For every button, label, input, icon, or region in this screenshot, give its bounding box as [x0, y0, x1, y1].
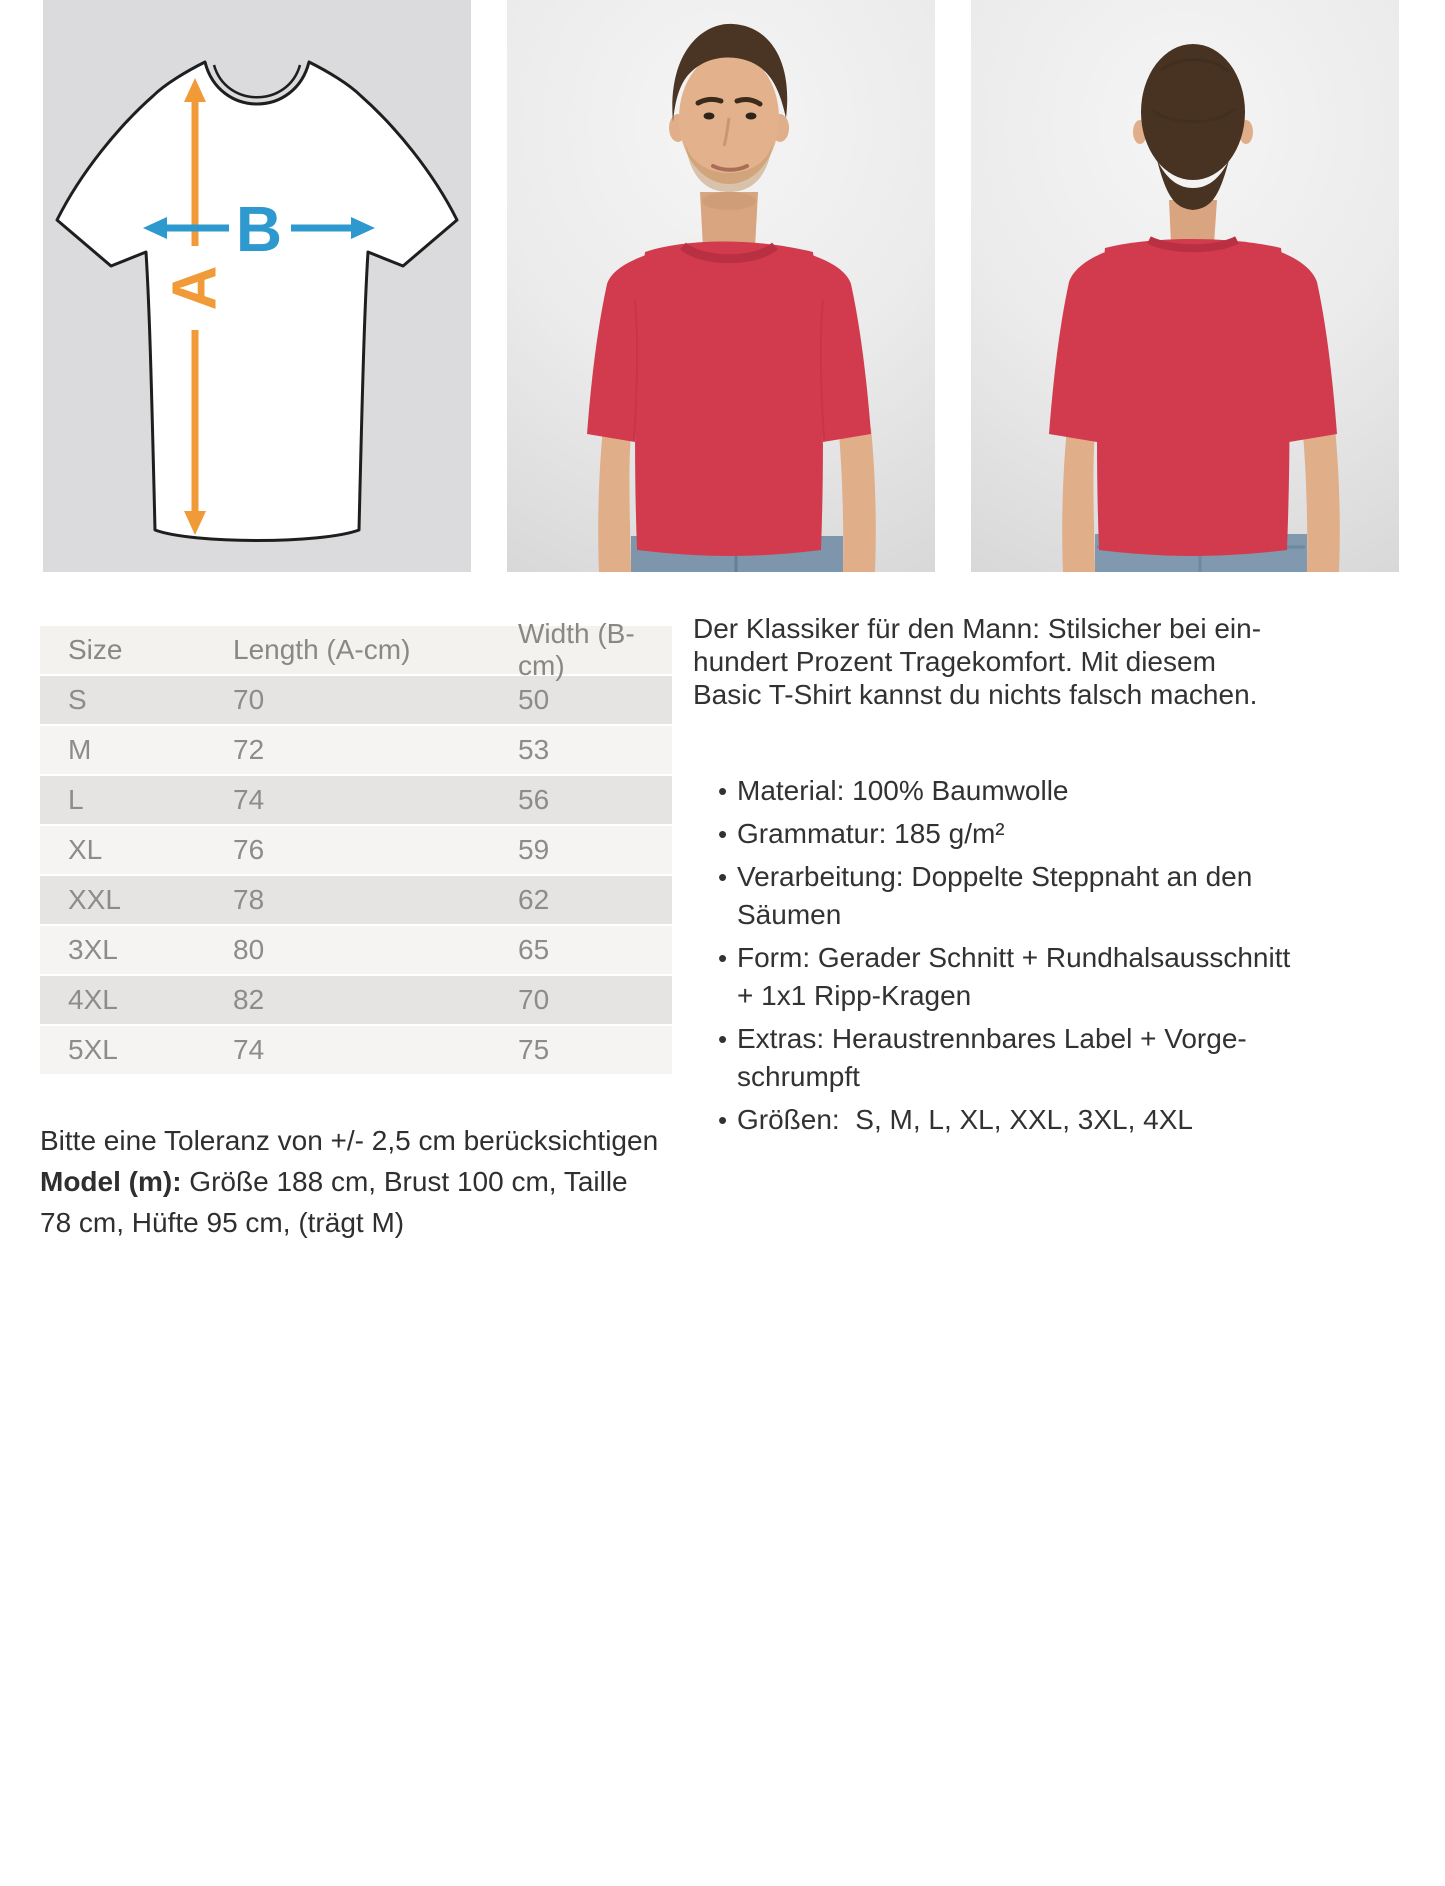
- model-back-illustration: [971, 0, 1399, 572]
- col-header-size: Size: [68, 634, 123, 665]
- list-item: [718, 1101, 1373, 1139]
- width-cell: 62: [518, 884, 550, 915]
- feature-material: Material: 100% Baumwolle: [737, 775, 1069, 806]
- table-row: [40, 726, 672, 774]
- table-row: [40, 676, 672, 724]
- bullet-icon: •: [718, 776, 728, 806]
- feature-form: Form: Gerader Schnitt + Rundhalsausschnitt + 1x1 Ripp-Kragen: [737, 942, 1291, 1011]
- length-cell: 76: [233, 834, 265, 865]
- size-cell: 4XL: [68, 984, 118, 1015]
- label-a: A: [160, 265, 230, 311]
- size-cell: XL: [68, 834, 103, 865]
- table-row: [40, 926, 672, 974]
- table-row: [40, 1026, 672, 1074]
- feature-grammatur: Grammatur: 185 g/m²: [737, 818, 1005, 849]
- length-cell: 74: [233, 1034, 265, 1065]
- description-paragraph: [693, 612, 1373, 711]
- model-spec-text: Größe 188 cm, Brust 100 cm, Taille: [181, 1166, 628, 1197]
- tolerance-note: [40, 1120, 660, 1243]
- width-cell: 59: [518, 834, 550, 865]
- length-cell: 70: [233, 684, 265, 715]
- bullet-icon: •: [718, 943, 728, 973]
- feature-sizes: Größen: S, M, L, XL, XXL, 3XL, 4XL: [737, 1104, 1193, 1135]
- width-cell: 56: [518, 784, 550, 815]
- model-spec-line: [40, 1161, 660, 1202]
- length-cell: 78: [233, 884, 265, 915]
- table-row: [40, 976, 672, 1024]
- size-cell: S: [68, 684, 87, 715]
- description-line: Basic T-Shirt kannst du nichts falsch machen.: [693, 679, 1258, 710]
- list-item: [718, 815, 1373, 853]
- tshirt-measurement-diagram-icon: [43, 0, 471, 572]
- model-front-photo: [507, 0, 935, 572]
- model-spec-label: Model (m):: [40, 1166, 182, 1197]
- tolerance-line: Bitte eine Toleranz von +/- 2,5 cm berücksichtigen: [40, 1125, 659, 1156]
- model-front-illustration: [507, 0, 935, 572]
- size-cell: M: [68, 734, 92, 765]
- size-table: [40, 618, 672, 1076]
- table-row: [40, 826, 672, 874]
- width-cell: 65: [518, 934, 550, 965]
- bullet-icon: •: [718, 1024, 728, 1054]
- col-header-width: Width (B-cm): [518, 618, 635, 681]
- size-cell: L: [68, 784, 84, 815]
- product-images: [43, 0, 1399, 572]
- bullet-icon: •: [718, 862, 728, 892]
- list-item: [718, 1020, 1373, 1096]
- size-cell: 5XL: [68, 1034, 118, 1065]
- length-cell: 72: [233, 734, 265, 765]
- description-line: hundert Prozent Tragekomfort. Mit diesem: [693, 646, 1216, 677]
- width-cell: 70: [518, 984, 550, 1015]
- model-spec-line2: 78 cm, Hüfte 95 cm, (trägt M): [40, 1207, 405, 1238]
- model-back-photo: [971, 0, 1399, 572]
- size-diagram-image: [43, 0, 471, 572]
- description-line: Der Klassiker für den Mann: Stilsicher bei ein-: [693, 613, 1262, 644]
- list-item: [718, 939, 1373, 1015]
- feature-verarbeitung: Verarbeitung: Doppelte Steppnaht an den Säumen: [737, 861, 1253, 930]
- length-cell: 74: [233, 784, 265, 815]
- bullet-icon: •: [718, 1105, 728, 1135]
- table-row: [40, 876, 672, 924]
- list-item: [718, 858, 1373, 934]
- col-header-length: Length (A-cm): [233, 634, 411, 665]
- width-cell: 75: [518, 1034, 550, 1065]
- feature-list: [693, 772, 1373, 1139]
- size-cell: XXL: [68, 884, 121, 915]
- width-cell: 50: [518, 684, 550, 715]
- size-table-header-row: [40, 618, 672, 681]
- table-row: [40, 776, 672, 824]
- size-cell: 3XL: [68, 934, 118, 965]
- list-item: [718, 772, 1373, 810]
- feature-extras: Extras: Heraustrennbares Label + Vorge- schrumpft: [737, 1023, 1247, 1092]
- length-cell: 82: [233, 984, 265, 1015]
- label-b: B: [235, 193, 283, 265]
- width-cell: 53: [518, 734, 550, 765]
- product-description: [693, 612, 1373, 1144]
- bullet-icon: •: [718, 819, 728, 849]
- length-cell: 80: [233, 934, 265, 965]
